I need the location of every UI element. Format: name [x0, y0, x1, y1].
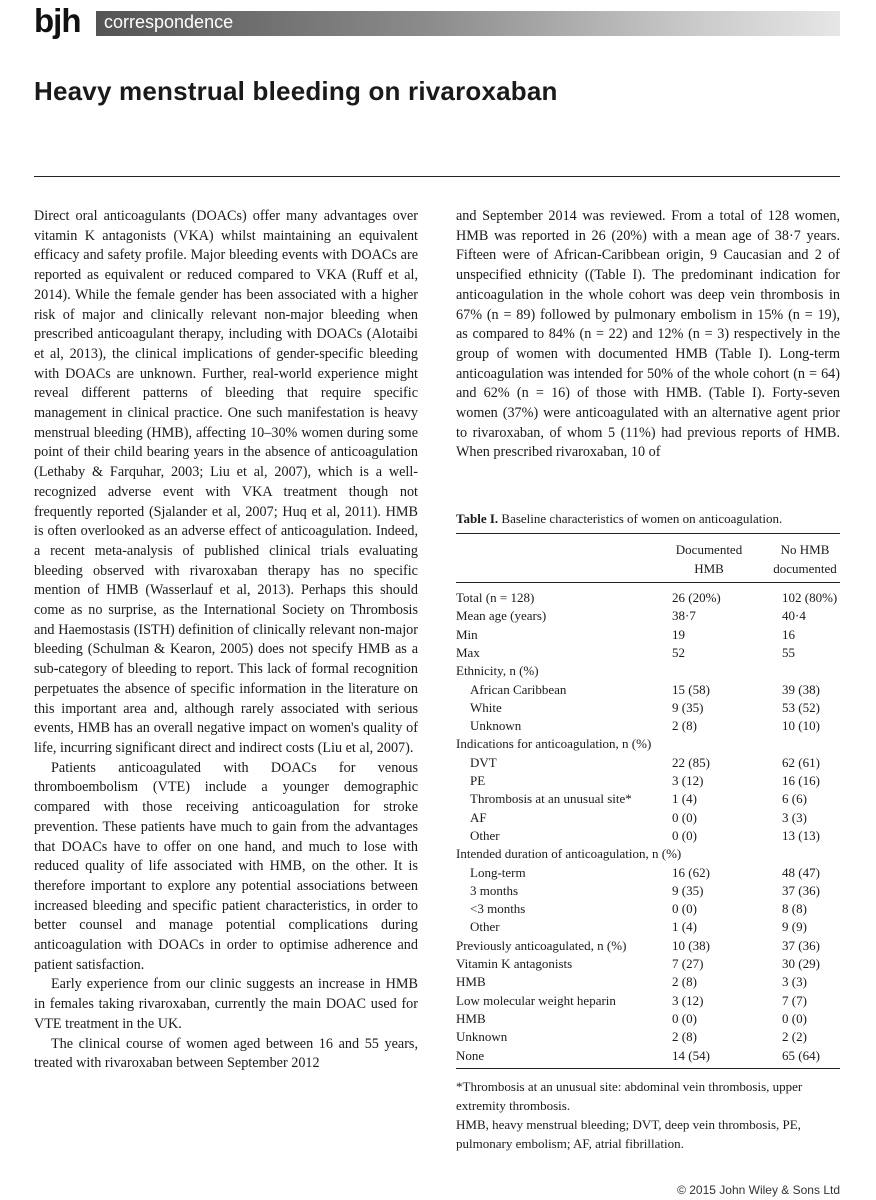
no-hmb-cell: 62 (61): [782, 754, 820, 770]
table-row: [456, 589, 840, 607]
table-header-col2-line2: documented: [773, 561, 837, 576]
no-hmb-cell: 6 (6): [782, 791, 807, 807]
section-label: correspondence: [104, 12, 234, 32]
table-bottom-rule: [456, 1068, 840, 1069]
no-hmb-cell: 8 (8): [782, 901, 807, 917]
table-top-rule: [456, 533, 840, 534]
journal-logo: bjh: [34, 2, 81, 39]
documented-hmb-cell: 14 (54): [672, 1047, 710, 1063]
documented-hmb-cell: 38·7: [672, 608, 696, 624]
row-label: AF: [470, 809, 487, 825]
row-label: <3 months: [470, 901, 526, 917]
documented-hmb-cell: 2 (8): [672, 718, 697, 734]
table-row: [456, 681, 840, 699]
documented-hmb-cell: 2 (8): [672, 1029, 697, 1045]
no-hmb-cell: 53 (52): [782, 699, 820, 715]
documented-hmb-cell: 1 (4): [672, 919, 697, 935]
documented-hmb-cell: 26 (20%): [672, 590, 721, 605]
no-hmb-cell: 10 (10): [782, 718, 820, 734]
left-column-paragraph: Early experience from our clinic suggests an increase in HMB in females taking rivaroxaban, currently the main DOAC used for VTE treatment in the UK.: [34, 976, 418, 1032]
documented-hmb-cell: 9 (35): [672, 699, 704, 715]
documented-hmb-cell: 0 (0): [672, 1010, 697, 1026]
table-row: [456, 809, 840, 827]
row-label: Previously anticoagulated, n (%): [456, 937, 627, 953]
table-row: [456, 699, 840, 717]
row-label: Ethnicity, n (%): [456, 663, 539, 679]
footnote: *Thrombosis at an unusual site: abdominal vein thrombosis, upper extremity thrombosis.: [456, 1079, 803, 1113]
table-row: [456, 992, 840, 1010]
row-label: Intended duration of anticoagulation, n (%): [456, 846, 682, 862]
documented-hmb-cell: 15 (58): [672, 681, 710, 697]
table-row: [456, 864, 840, 882]
row-label: Mean age (years): [456, 608, 547, 624]
no-hmb-cell: 7 (7): [782, 992, 807, 1008]
no-hmb-cell: 30 (29): [782, 956, 820, 971]
right-column-paragraph: and September 2014 was reviewed. From a total of 128 women, HMB was reported in 26 (20%) with a mean age of 38·7 years. Fifteen were of African-Caribbean origin, 9 Caucasian and 2 of unspecified ethnicity ((Table I). The predominant indication for anticoagulation in the whole cohort was deep vein thrombosis in 67% (n = 89) followed by pulmonary embolism in 15% (n = 19), as compared to 84% (n = 22) and 12% (n = 3) respectively in the group of women with documented HMB (Table I). Long-term anticoagulation was intended for 50% of the whole cohort (n = 64) and 62% (n = 16) of those with HMB. (Table I). Forty-seven women (37%) were anticoagulated with an alternative agent prior to rivaroxaban, of whom 5 (11%) had previous reports of HMB. When prescribed rivaroxaban, 10 of: [456, 208, 840, 461]
row-label: Other: [470, 919, 500, 935]
row-label: HMB: [456, 974, 486, 990]
table-row: [456, 918, 840, 936]
documented-hmb-cell: 0 (0): [672, 827, 697, 843]
table-row: [456, 973, 840, 991]
documented-hmb-cell: 7 (27): [672, 956, 704, 971]
table-row: [456, 827, 840, 845]
row-label: African Caribbean: [470, 681, 567, 697]
row-label: 3 months: [470, 882, 519, 898]
table-caption: [456, 511, 782, 527]
table-header-no-hmb: [762, 540, 848, 578]
documented-hmb-cell: 9 (35): [672, 882, 704, 898]
table-row: [456, 607, 840, 625]
documented-hmb-cell: 1 (4): [672, 791, 697, 807]
row-label: Total (n = 128): [456, 590, 535, 605]
no-hmb-cell: 48 (47): [782, 864, 820, 880]
documented-hmb-cell: 2 (8): [672, 974, 697, 990]
table-row: [456, 735, 840, 753]
section-banner: [96, 11, 840, 36]
no-hmb-cell: 37 (36): [782, 882, 820, 898]
documented-hmb-cell: 19: [672, 626, 685, 642]
table-header-col1-line1: Documented: [675, 542, 743, 557]
row-label: None: [456, 1047, 485, 1063]
no-hmb-cell: 102 (80%): [782, 590, 838, 605]
table-row: [456, 754, 840, 772]
no-hmb-cell: 16: [782, 626, 795, 642]
row-label: Indications for anticoagulation, n (%): [456, 736, 652, 752]
table-row: [456, 900, 840, 918]
row-label: Long-term: [470, 864, 526, 880]
documented-hmb-cell: 22 (85): [672, 754, 710, 770]
left-column: [34, 207, 418, 1074]
table-header-rule: [456, 582, 840, 583]
table-row: [456, 937, 840, 955]
footnote: HMB, heavy menstrual bleeding; DVT, deep vein thrombosis, PE, pulmonary embolism; AF, atrial fibrillation.: [456, 1117, 801, 1151]
table-footnotes: [456, 1077, 840, 1153]
table-row: [456, 1028, 840, 1046]
table-row: [456, 790, 840, 808]
documented-hmb-cell: 16 (62): [672, 864, 710, 880]
table-row: [456, 1010, 840, 1028]
no-hmb-cell: 3 (3): [782, 809, 807, 825]
row-label: Unknown: [470, 718, 522, 734]
no-hmb-cell: 13 (13): [782, 827, 820, 843]
table-caption-text: Baseline characteristics of women on anticoagulation.: [501, 511, 783, 526]
table-header-documented-hmb: [664, 540, 754, 578]
row-label: Thrombosis at an unusual site*: [470, 791, 632, 807]
documented-hmb-cell: 3 (12): [672, 992, 704, 1008]
right-column: [456, 207, 840, 463]
row-label: Low molecular weight heparin: [456, 992, 616, 1008]
table-row: [456, 717, 840, 735]
copyright-notice: © 2015 John Wiley & Sons Ltd: [677, 1183, 840, 1197]
no-hmb-cell: 65 (64): [782, 1047, 820, 1063]
table-row: [456, 1047, 840, 1065]
table-caption-label: Table I.: [456, 511, 499, 526]
no-hmb-cell: 0 (0): [782, 1010, 807, 1026]
documented-hmb-cell: 0 (0): [672, 809, 697, 825]
table-header-col2-line1: No HMB: [780, 542, 830, 557]
documented-hmb-cell: 10 (38): [672, 937, 710, 953]
row-label: HMB: [456, 1010, 486, 1026]
no-hmb-cell: 39 (38): [782, 681, 820, 697]
no-hmb-cell: 16 (16): [782, 773, 820, 788]
no-hmb-cell: 40·4: [782, 608, 806, 624]
table-row: [456, 882, 840, 900]
table-header-col1-line2: HMB: [694, 561, 724, 576]
table-row: [456, 772, 840, 790]
row-label: Vitamin K antagonists: [456, 956, 573, 971]
row-label: Unknown: [456, 1029, 508, 1045]
table-row: [456, 845, 840, 863]
no-hmb-cell: 3 (3): [782, 974, 807, 990]
title-divider: [34, 176, 840, 177]
row-label: Max: [456, 644, 480, 660]
article-title: Heavy menstrual bleeding on rivaroxaban: [34, 76, 558, 106]
row-label: Min: [456, 626, 478, 642]
table-row: [456, 955, 840, 973]
documented-hmb-cell: 52: [672, 644, 685, 660]
documented-hmb-cell: 3 (12): [672, 773, 704, 788]
no-hmb-cell: 2 (2): [782, 1029, 807, 1045]
row-label: White: [470, 699, 502, 715]
journal-header: [34, 4, 840, 40]
table-row: [456, 662, 840, 680]
table-row: [456, 626, 840, 644]
no-hmb-cell: 37 (36): [782, 937, 820, 953]
documented-hmb-cell: 0 (0): [672, 901, 697, 917]
row-label: Other: [470, 827, 500, 843]
table-row: [456, 644, 840, 662]
left-column-paragraph: Direct oral anticoagulants (DOACs) offer many advantages over vitamin K antagonists (VKA) whilst maintaining an equivalent efficacy and safety profile. Major bleeding events with DOACs are reported as equivalent or reduced compared to VKA (Ruff et al, 2014). While the female gender has been associated with a higher risk of major and clinically relevant non-major bleeding when prescribed anticoagulant therapy, including with DOACs (Alotaibi et al, 2013), the clinical implications of gender-specific bleeding with DOACs are unknown. Further, real-world experience might reveal different patterns of bleeding that require specific management in clinical practice. One such manifestation is heavy menstrual bleeding (HMB), affecting 10–30% women during some point of their child bearing years in the absence of anticoagulation (Lethaby & Farquhar, 2003; Liu et al, 2007), which is a well-recognized adverse event with VKA treatment though not frequently reported (Sjalander et al, 2007; Huq et al, 2011). HMB is often overlooked as an adverse effect of anticoagulation. Indeed, a recent meta-analysis of published clinical trials evaluating bleeding observed with rivaroxaban therapy has no specific mention of HMB (Wasserlauf et al, 2013). Perhaps this should come as no surprise, as the International Society on Thrombosis and Haemostasis (ISTH) definition of clinically relevant non-major bleeding (Schulman & Kearon, 2005) does not specify HMB as a sub-category of bleeding to report. This lack of formal recognition perpetuates the absence of specific information in the literature on this important area and, although rarely associated with serious events, HMB has an overall negative impact on women's quality of life, incurring significant direct and indirect costs (Liu et al, 2007).: [34, 208, 418, 756]
row-label: PE: [470, 773, 486, 788]
no-hmb-cell: 9 (9): [782, 919, 807, 935]
left-column-paragraph: Patients anticoagulated with DOACs for venous thromboembolism (VTE) include a younger demographic compared with those receiving anticoagulation for stroke prevention. These patients have much to gain from the advantages that DOACs have to offer on one hand, and much to lose with reduced quality of life associated with HMB, on the other. It is therefore important to explore any potential associations between increased bleeding and specific patient characteristics, in order to better counsel and manage potential complications during anticoagulation with DOACs in order to optimise adherence and patient satisfaction.: [34, 759, 418, 973]
left-column-paragraph: The clinical course of women aged between 16 and 55 years, treated with rivaroxaban between September 2012: [34, 1035, 418, 1072]
no-hmb-cell: 55: [782, 644, 795, 660]
row-label: DVT: [470, 754, 497, 770]
